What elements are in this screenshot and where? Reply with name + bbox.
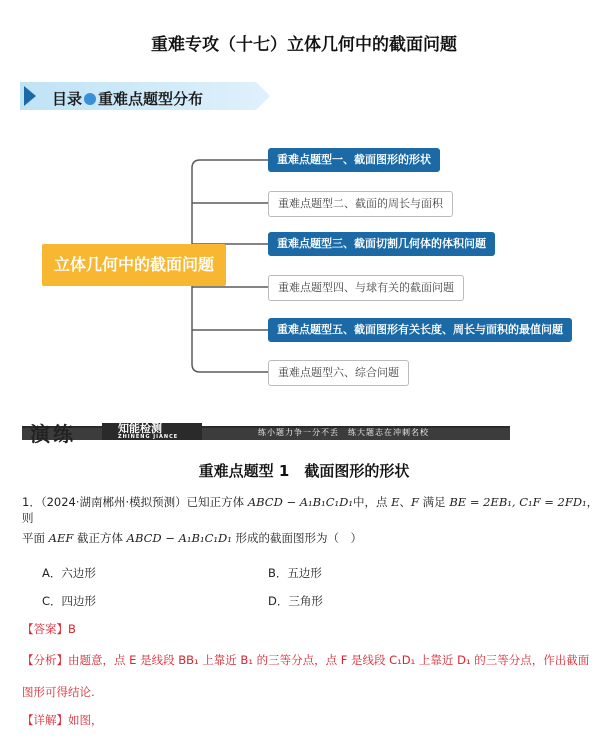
vector-condition: BE = 2EB₁, C₁F = 2FD₁	[449, 495, 587, 509]
question-line-1: 1．（2024·湖南郴州·模拟预测）已知正方体 ABCD − A₁B₁C₁D₁中，点 E、F 满足 BE = 2EB₁, C₁F = 2FD₁，则	[22, 495, 599, 525]
practice-label: 演练	[30, 422, 76, 446]
branch-type-1: 重难点题型一、截面图形的形状	[268, 148, 440, 172]
section-title: 重难点题型 1 截面图形的形状	[198, 462, 410, 480]
mindmap-center-node: 立体几何中的截面问题	[42, 244, 226, 286]
answer: 【答案】B	[22, 622, 76, 636]
analysis-line-1: 【分析】由题意，点 E 是线段 BB₁ 上靠近 B₁ 的三等分点，点 F 是线段 C₁D₁ 上靠近 D₁ 的三等分点，作出截面	[22, 653, 590, 667]
practice-slogan: 练小题力争一分不丢 练大题志在冲刺名校	[258, 428, 429, 437]
option-a: A．六边形	[42, 566, 96, 580]
branch-type-5: 重难点题型五、截面图形有关长度、周长与面积的最值问题	[268, 318, 572, 342]
analysis-line-2: 图形可得结论.	[22, 685, 95, 699]
page-title: 重难专攻（十七）立体几何中的截面问题	[151, 35, 457, 55]
question-line-2: 平面 AEF 截正方体 ABCD − A₁B₁C₁D₁ 形成的截面图形为（ ）	[22, 531, 362, 545]
option-d: D．三角形	[268, 594, 323, 608]
branch-type-3: 重难点题型三、截面切割几何体的体积问题	[268, 232, 495, 256]
option-c: C．四边形	[42, 594, 97, 608]
detail: 【详解】如图，	[22, 713, 103, 727]
branch-type-4: 重难点题型四、与球有关的截面问题	[268, 275, 464, 301]
toc-heading: 目录 重难点题型分布	[52, 90, 204, 108]
branch-type-6: 重难点题型六、综合问题	[268, 360, 409, 386]
branch-type-2: 重难点题型二、截面的周长与面积	[268, 191, 453, 217]
option-b: B．五边形	[268, 566, 322, 580]
practice-sublabel: 知能检测 ZHINENG JIANCE	[118, 422, 179, 440]
